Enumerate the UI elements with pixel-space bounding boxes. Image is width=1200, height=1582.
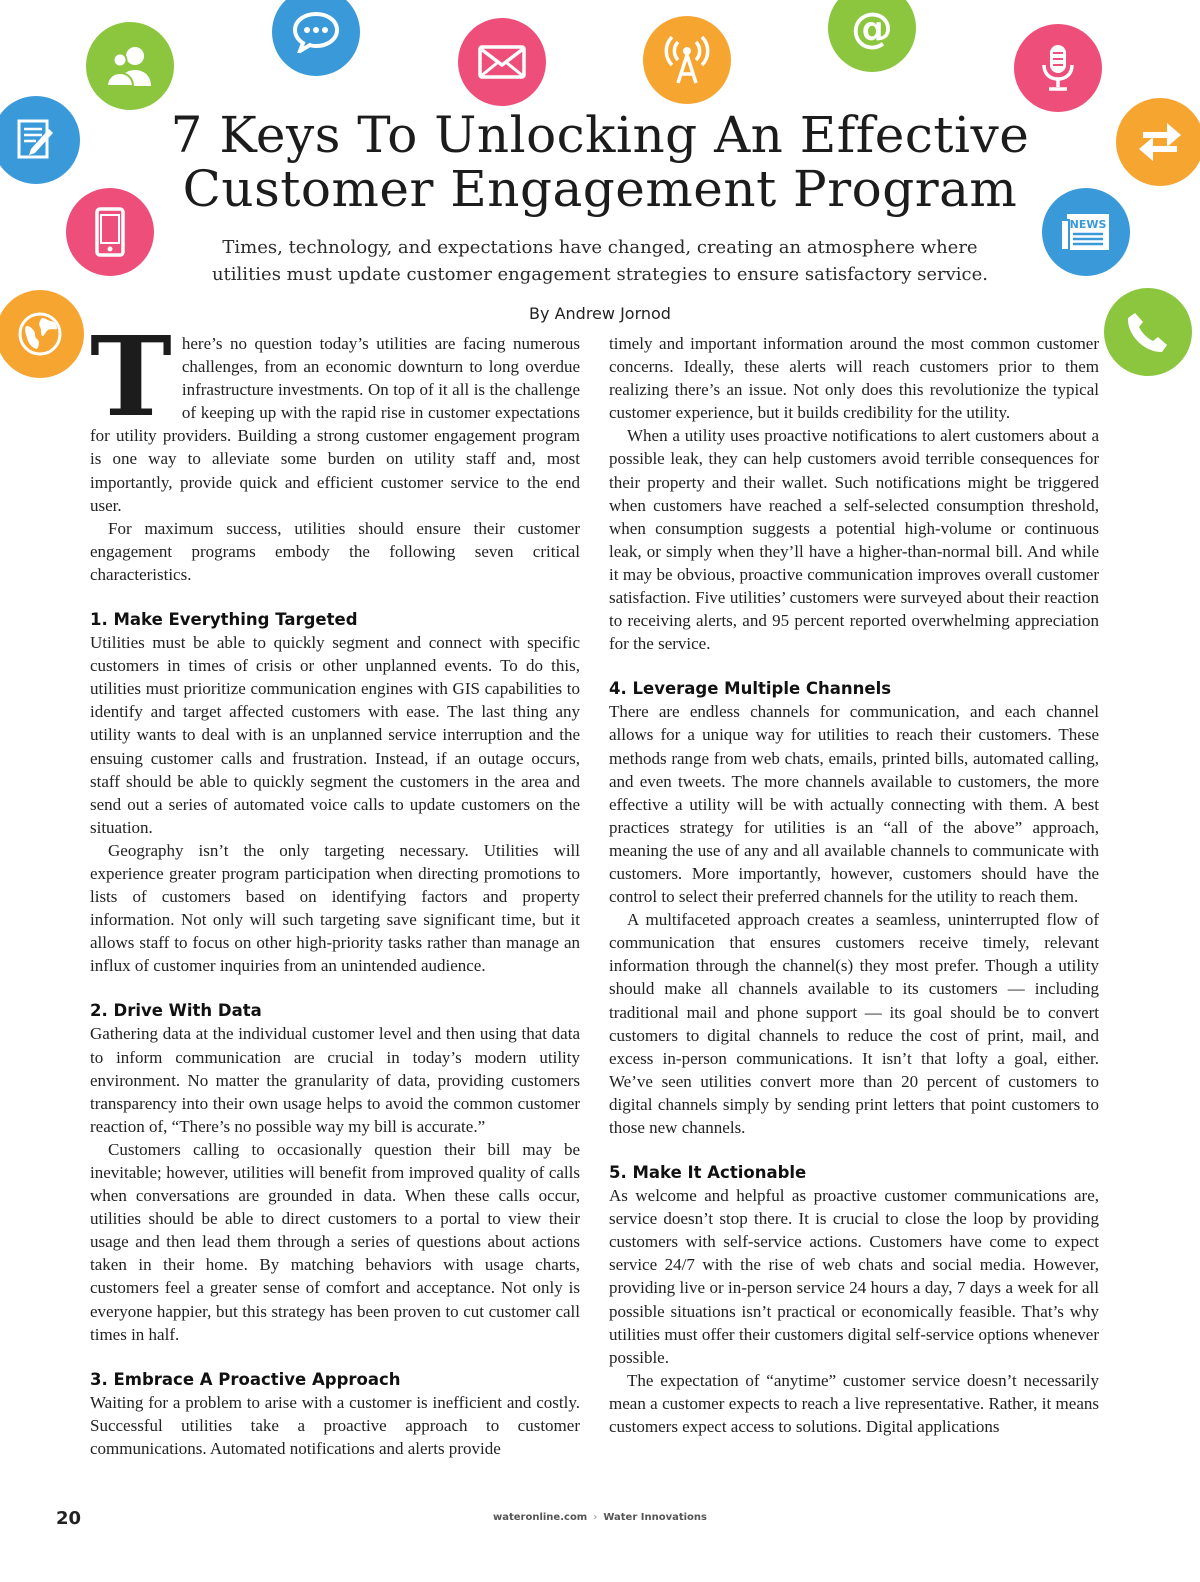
- section-3-paragraph-1: Waiting for a problem to arise with a customer is inefficient and costly. Successful utilities take a proactive approach to customer communications. Automated notifications and alerts provide: [90, 1392, 580, 1458]
- section-5-paragraph-2: The expectation of “anytime” customer service doesn’t necessarily mean a customer expects to reach a live representative. Rather, it means customers expect access to solutions. Digital applications: [609, 1370, 1099, 1437]
- article-title-line2: Customer Engagement Program: [182, 160, 1018, 218]
- section-heading-1: 1. Make Everything Targeted: [90, 610, 358, 630]
- chat-bubble-icon: [272, 0, 360, 76]
- section-heading-3: 3. Embrace A Proactive Approach: [90, 1369, 401, 1389]
- news-icon-label: NEWS: [1069, 218, 1107, 231]
- section-heading-5: 5. Make It Actionable: [609, 1163, 807, 1183]
- drop-cap: T: [90, 312, 172, 441]
- article-subtitle: [150, 234, 1050, 288]
- footer-separator: ›: [593, 1512, 598, 1523]
- section-4-paragraph-1: There are endless channels for communication, and each channel allows for a unique way for utilities to reach their customers. These methods range from web chats, emails, printed bills, automated calling, and even tweets. The more channels available to customers, the more effective a utility will be with actually connecting with them. A best practices strategy for utilities is an “all of the above” approach, meaning the use of any and all available channels to communicate with customers. More importantly, however, customers should have the control to select their preferred channels for the utility to reach them.: [609, 702, 1099, 907]
- section-1-paragraph-1: Utilities must be able to quickly segment and connect with specific customers in times of crisis or other unplanned events. To do this, utilities must prioritize communication engines with GIS capabilities to identify and target affected customers with ease. The last thing any utility wants to deal with is an unplanned service interruption and the ensuing customer calls and frustration. Instead, if an outage occurs, staff should be able to quickly segment the customers in the area and send out a series of automated voice calls to update customers on the situation.: [90, 633, 580, 837]
- article-subtitle-line1: Times, technology, and expectations have changed, creating an atmosphere where: [222, 237, 978, 258]
- section-2-paragraph-1: Gathering data at the individual customer level and then using that data to inform communication are crucial in today’s modern utility environment. No matter the granularity of data, providing customers transparency into their own usage helps to avoid the common customer reaction of, “There’s no possible way my bill is accurate.”: [90, 1024, 580, 1136]
- intro-paragraph-1-text: here’s no question today’s utilities are facing numerous challenges, from an economic downturn to long overdue infrastructure investments. On top of it all is the challenge of keeping up with the rapid rise in customer expectations for utility providers. Building a strong customer engagement program is one way to alleviate some burden on utility staff and, most importantly, provide quick and efficient customer service to the end user.: [90, 334, 580, 515]
- section-3-paragraph-1-continued: timely and important information around the most common customer concerns. Ideally, these alerts will reach customers prior to them realizing there’s an issue. Not only does this revolutionize the typical customer experience, but it builds credibility for the utility.: [609, 334, 1099, 423]
- envelope-icon: [458, 18, 546, 106]
- section-2-paragraph-2: Customers calling to occasionally question their bill may be inevitable; however, utilities will benefit from improved quality of calls when conversations are grounded in data. When these calls occur, utilities should be able to direct customers to a portal to view their usage and then lead them through a series of questions about actions taken in their home. By matching behaviors with usage charts, customers feel a greater sense of comfort and acceptance. Not only is everyone happier, but this strategy has been proven to cut customer call times in half.: [90, 1139, 580, 1344]
- section-4-paragraph-2: A multifaceted approach creates a seamless, uninterrupted flow of communication that ensures customers receive timely, relevant information through the channel(s) they most prefer. Though a utility should make all channels available to its customers — including traditional mail and phone support — its goal should be to convert customers to digital channels to reduce the cost of print, mail, and excess in-person communications. It isn’t that lofty a goal, either. We’ve seen utilities convert more than 20 percent of customers to digital channels simply by sending print letters that point customers to those new channels.: [609, 910, 1099, 1137]
- section-heading-4: 4. Leverage Multiple Channels: [609, 679, 892, 699]
- article-column-right: [609, 332, 1099, 1438]
- telephone-icon: [1104, 288, 1192, 376]
- microphone-icon: [1014, 24, 1102, 112]
- intro-paragraph-1: [90, 312, 580, 517]
- footer-publication: [0, 1512, 1200, 1523]
- article-title: [0, 108, 1200, 216]
- at-sign-icon: [828, 0, 916, 72]
- broadcast-tower-icon: [643, 16, 731, 104]
- svg-text:@: @: [851, 5, 893, 51]
- section-5-paragraph-1: As welcome and helpful as proactive customer communications are, service doesn’t stop there. It is crucial to close the loop by providing customers with self-service actions. Customers have come to expect service 24/7 with the rise of web chats and social media. However, providing live or in-person service 24 hours a day, 7 days a week for all possible situations isn’t practical or economically feasible. That’s why utilities must offer their customers digital self-service options whenever possible.: [609, 1186, 1099, 1367]
- page-number: 20: [56, 1508, 82, 1529]
- article-byline: By Andrew Jornod: [529, 304, 671, 323]
- section-1-paragraph-2: Geography isn’t the only targeting necessary. Utilities will experience greater program participation when directing promotions to lists of customers based on identifying factors and property information. Not only will such targeting save significant time, but it allows staff to focus on other high-priority tasks rather than manage an influx of customer inquiries from an unintended audience.: [90, 840, 580, 976]
- footer-publication-name: Water Innovations: [603, 1512, 708, 1523]
- section-3-paragraph-2: When a utility uses proactive notifications to alert customers about a possible leak, they can help customers avoid terrible consequences for their property and their wallet. Such notifications might be triggered when customers have reached a self-selected consumption threshold, when consumption suggests a potential high-volume or continuous leak, or simply when they’ll have a higher-than-normal bill. And while it may be obvious, proactive communication improves overall customer satisfaction. Five utilities’ customers were surveyed about their reaction to receiving alerts, and 95 percent reported overwhelming appreciation for the service.: [609, 426, 1099, 654]
- users-icon: [86, 22, 174, 110]
- article-column-left: [90, 312, 580, 1460]
- footer-site-link[interactable]: wateronline.com: [492, 1512, 588, 1523]
- section-heading-2: 2. Drive With Data: [90, 1001, 262, 1021]
- article-subtitle-line2: utilities must update customer engagement strategies to ensure satisfactory service.: [211, 264, 989, 285]
- intro-paragraph-2: For maximum success, utilities should ensure their customer engagement programs embody the following seven critical characteristics.: [90, 518, 580, 584]
- article-title-line1: 7 Keys To Unlocking An Effective: [170, 106, 1030, 164]
